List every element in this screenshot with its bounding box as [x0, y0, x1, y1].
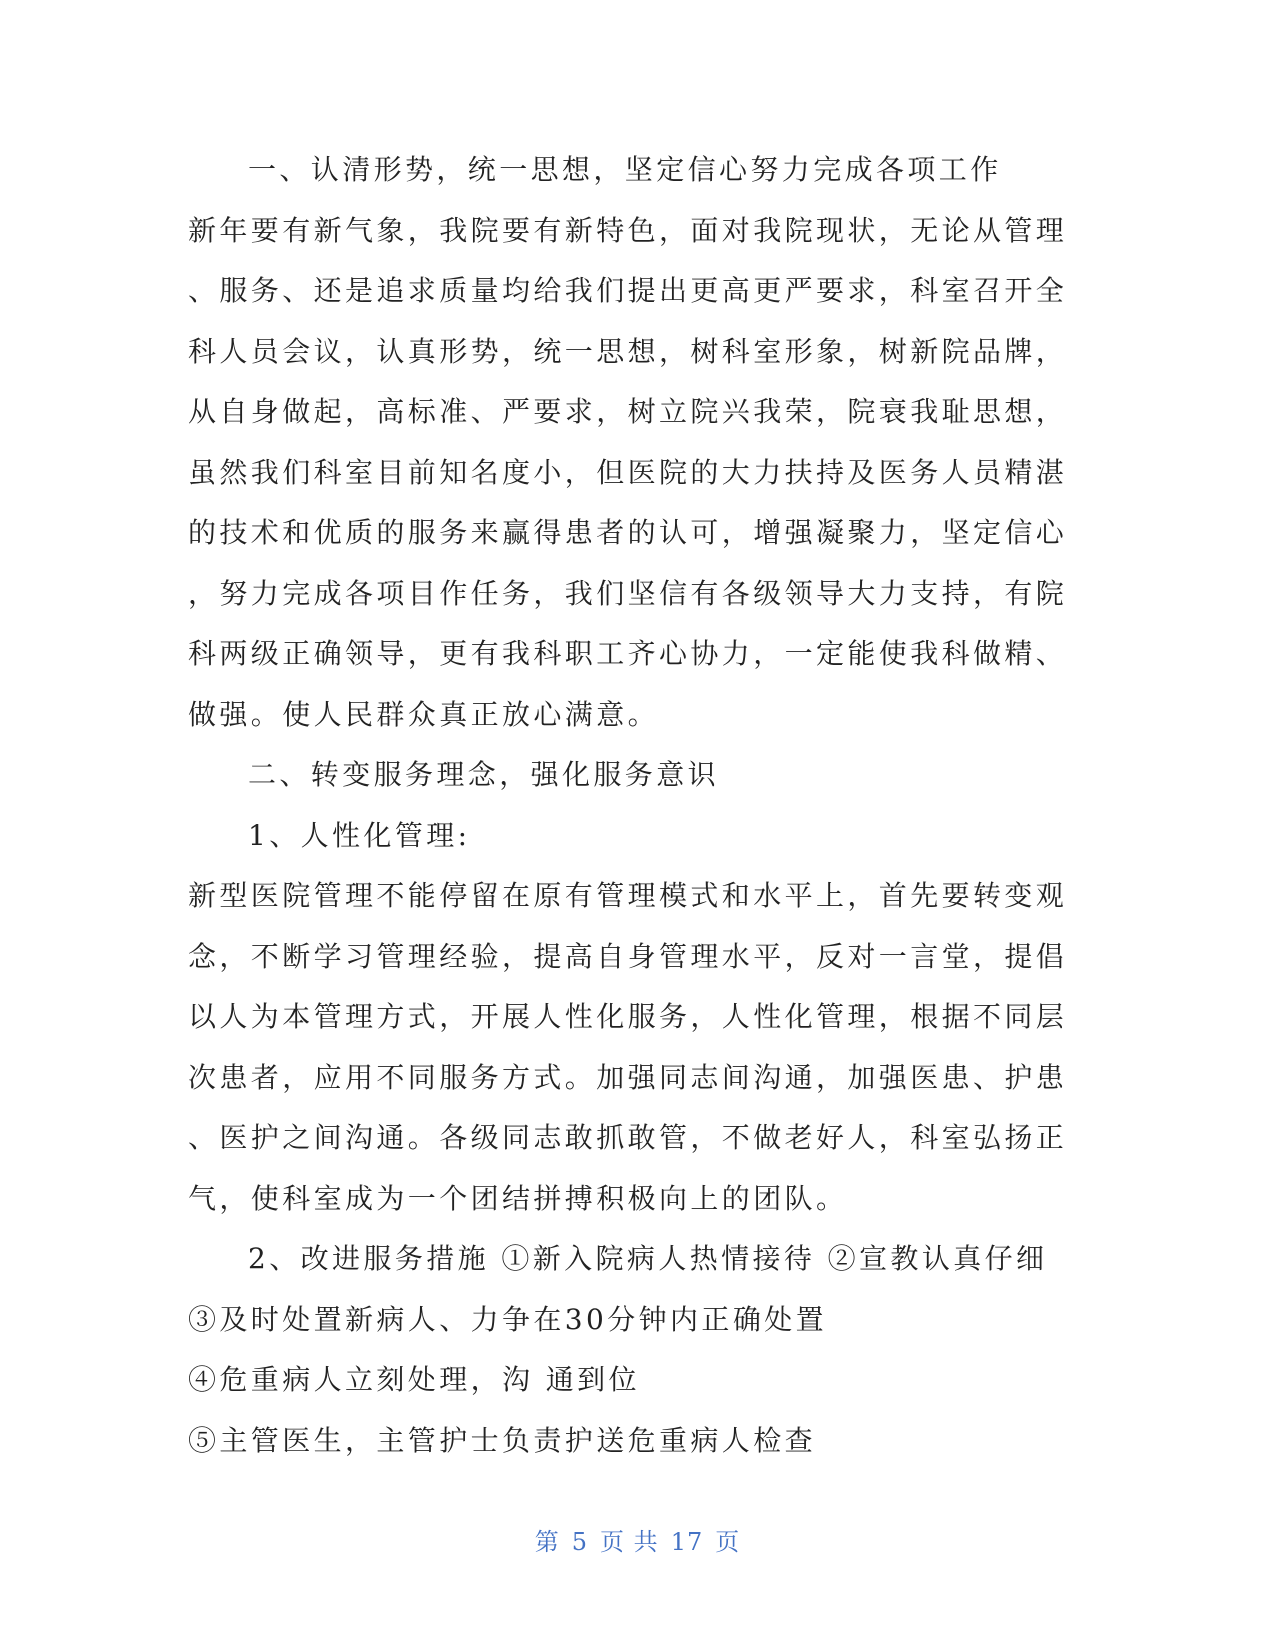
footer-middle: 页 共 — [600, 1528, 659, 1556]
paragraph-line: 念，不断学习管理经验，提高自身管理水平，反对一言堂，提倡 — [188, 939, 1068, 973]
paragraph-line: 新年要有新气象，我院要有新特色，面对我院现状，无论从管理 — [188, 213, 1068, 247]
paragraph-line: 次患者，应用不同服务方式。加强同志间沟通，加强医患、护患 — [188, 1060, 1068, 1094]
footer-prefix: 第 — [534, 1528, 560, 1556]
paragraph-line: 虽然我们科室目前知名度小，但医院的大力扶持及医务人员精湛 — [188, 455, 1068, 489]
paragraph-line: 、医护之间沟通。各级同志敢抓敢管，不做老好人，科室弘扬正 — [188, 1121, 1068, 1154]
paragraph-line: 新型医院管理不能停留在原有管理模式和水平上，首先要转变观 — [188, 879, 1068, 912]
footer-suffix: 页 — [715, 1528, 741, 1556]
footer-total-pages: 17 — [670, 1528, 704, 1556]
list-item: ③及时处置新病人、力争在30分钟内正确处置 — [188, 1302, 828, 1336]
paragraph-line: 、服务、还是追求质量均给我们提出更高更严要求，科室召开全 — [188, 274, 1068, 307]
document-body — [188, 140, 1068, 1471]
footer-current-page: 5 — [571, 1528, 589, 1556]
paragraph-line: 做强。使人民群众真正放心满意。 — [188, 697, 660, 731]
paragraph-line: 的技术和优质的服务来赢得患者的认可，增强凝聚力，坚定信心 — [188, 516, 1068, 549]
paragraph-line: ，努力完成各项目作任务，我们坚信有各级领导大力支持，有院 — [188, 576, 1068, 610]
paragraph-line: 以人为本管理方式，开展人性化服务，人性化管理，根据不同层 — [188, 1000, 1068, 1033]
heading-section-1: 一、认清形势，统一思想，坚定信心努力完成各项工作 — [248, 153, 1002, 186]
paragraph-line: 气，使科室成为一个团结拼搏积极向上的团队。 — [188, 1181, 848, 1215]
list-item: ④危重病人立刻处理，沟 通到位 — [188, 1363, 640, 1396]
page-footer — [0, 1522, 1275, 1557]
list-item: ⑤主管医生，主管护士负责护送危重病人检查 — [188, 1423, 817, 1457]
paragraph-line: 科两级正确领导，更有我科职工齐心协力，一定能使我科做精、 — [188, 637, 1068, 670]
subheading-humanized-management: 1、人性化管理: — [248, 818, 471, 852]
paragraph-line: 科人员会议，认真形势，统一思想，树科室形象，树新院品牌， — [188, 334, 1068, 368]
subheading-service-measures: 2、改进服务措施 ①新入院病人热情接待 ②宣教认真仔细 — [248, 1242, 1048, 1275]
heading-section-2: 二、转变服务理念，强化服务意识 — [248, 758, 720, 791]
paragraph-line: 从自身做起，高标准、严要求，树立院兴我荣，院衰我耻思想， — [188, 395, 1068, 428]
